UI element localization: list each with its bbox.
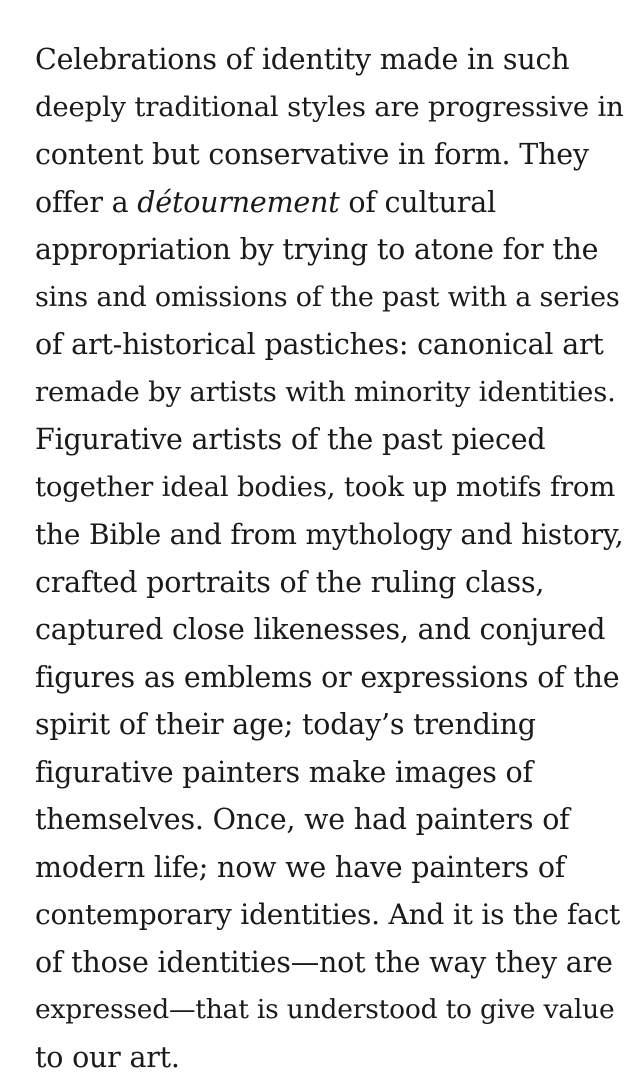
text-line-7 [35, 321, 625, 369]
text-segment: content but conservative in form. They [35, 138, 589, 171]
text-line-22 [35, 1034, 625, 1082]
text-segment: together ideal bodies, took up motifs from [35, 470, 616, 503]
text-segment: of art-historical pastiches: canonical art [35, 328, 604, 361]
text-segment: offer a [35, 185, 138, 219]
italic-term: détournement [137, 185, 340, 219]
text-line-3 [35, 131, 625, 179]
text-segment: sins and omissions of the past with a series [35, 281, 620, 313]
text-line-5 [35, 226, 625, 274]
text-segment: contemporary identities. And it is the fact [35, 898, 621, 931]
text-segment: remade by artists with minority identities. [35, 375, 616, 408]
text-segment: crafted portraits of the ruling class, [35, 565, 545, 599]
text-line-8 [35, 369, 625, 417]
text-line-13 [35, 606, 625, 654]
text-line-19 [35, 891, 625, 939]
text-segment: spirit of their age; today’s trending [35, 708, 536, 741]
text-line-17 [35, 796, 625, 844]
text-segment: to our art. [35, 1040, 180, 1074]
text-line-16 [35, 749, 625, 797]
text-segment: of cultural [339, 185, 496, 219]
article-text [35, 36, 625, 1081]
text-line-21 [35, 986, 625, 1034]
text-line-6 [35, 274, 625, 322]
text-segment: modern life; now we have painters of [35, 850, 566, 884]
text-line-10 [35, 464, 625, 512]
text-segment: themselves. Once, we had painters of [35, 803, 570, 836]
text-line-1 [35, 36, 625, 84]
text-segment: deeply traditional styles are progressive in [35, 90, 624, 123]
text-line-2 [35, 84, 625, 132]
text-line-12 [35, 559, 625, 607]
text-segment: Celebrations of identity made in such [35, 43, 570, 76]
text-segment: the Bible and from mythology and history, [35, 518, 624, 551]
text-segment: captured close likenesses, and conjured [35, 613, 606, 646]
text-line-20 [35, 939, 625, 987]
text-segment: figures as emblems or expressions of the [35, 660, 620, 694]
text-line-11 [35, 511, 625, 559]
text-line-15 [35, 701, 625, 749]
text-segment: Figurative artists of the past pieced [35, 423, 546, 456]
text-line-4 [35, 179, 625, 227]
text-segment: of those identities—not the way they are [35, 945, 613, 979]
text-line-18 [35, 844, 625, 892]
text-line-9 [35, 416, 625, 464]
text-line-14 [35, 654, 625, 702]
text-segment: expressed—that is understood to give value [35, 994, 615, 1025]
text-segment: appropriation by trying to atone for the [35, 233, 599, 266]
text-segment: figurative painters make images of [35, 755, 533, 789]
